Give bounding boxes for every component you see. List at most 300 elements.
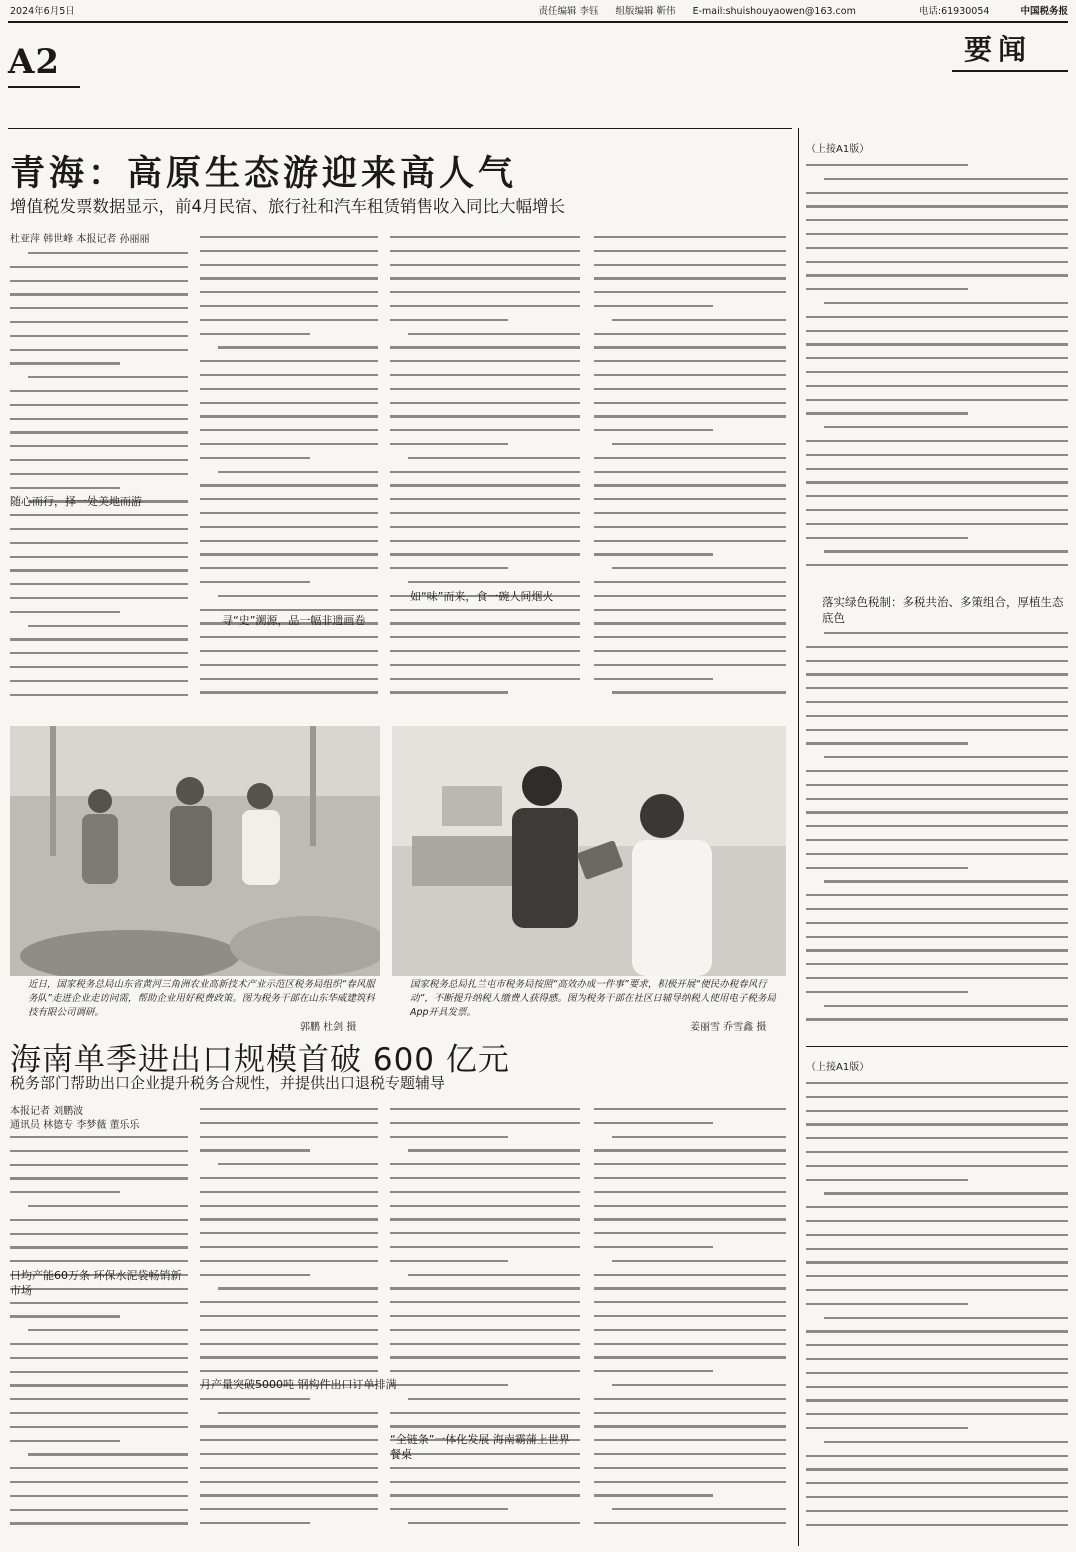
body-text-line xyxy=(10,1481,188,1483)
article-2-column-4 xyxy=(594,1108,786,1546)
body-text-line xyxy=(806,1261,1068,1263)
body-text-line xyxy=(594,1522,786,1524)
body-text-line xyxy=(390,471,580,473)
body-text-line xyxy=(612,1384,786,1386)
body-text-line xyxy=(806,1234,1068,1236)
body-text-line xyxy=(200,305,378,307)
body-text-line xyxy=(390,1191,580,1193)
body-text-line xyxy=(28,1453,188,1455)
body-text-line xyxy=(612,1136,786,1138)
page-number-rule xyxy=(8,86,80,88)
body-text-line xyxy=(594,512,786,514)
body-text-line xyxy=(594,498,786,500)
body-text-line xyxy=(806,1427,968,1429)
body-text-line xyxy=(408,1522,580,1524)
body-text-line xyxy=(390,1370,580,1372)
body-text-line xyxy=(390,1412,580,1414)
body-text-line xyxy=(806,1110,1068,1112)
body-text-line xyxy=(806,1018,1068,1020)
contact-email: E-mail:shuishouyaowen@163.com xyxy=(692,6,856,17)
body-text-line xyxy=(806,839,1068,841)
article-2-byline-1: 本报记者 刘鹏波 xyxy=(10,1106,84,1117)
body-text-line xyxy=(806,1248,1068,1250)
body-text-line xyxy=(594,609,786,611)
body-text-line xyxy=(806,219,1068,221)
body-text-line xyxy=(806,1358,1068,1360)
body-text-line xyxy=(806,316,1068,318)
body-text-line xyxy=(806,1399,1068,1401)
body-text-line xyxy=(390,512,580,514)
body-text-line xyxy=(594,678,713,680)
body-text-line xyxy=(200,1467,378,1469)
body-text-line xyxy=(390,443,508,445)
body-text-line xyxy=(594,333,786,335)
body-text-line xyxy=(806,991,968,993)
body-text-line xyxy=(200,526,378,528)
body-text-line xyxy=(612,443,786,445)
header-rule xyxy=(8,21,1068,23)
body-text-line xyxy=(200,319,378,321)
body-text-line xyxy=(10,293,188,295)
body-text-line xyxy=(594,1439,786,1441)
body-text-line xyxy=(806,853,1068,855)
body-text-line xyxy=(824,1317,1068,1319)
body-text-line xyxy=(594,415,786,417)
body-text-line xyxy=(200,567,378,569)
body-text-line xyxy=(10,266,188,268)
body-text-line xyxy=(612,1260,786,1262)
body-text-line xyxy=(200,443,378,445)
body-text-line xyxy=(806,908,1068,910)
body-text-line xyxy=(594,1232,786,1234)
body-text-line xyxy=(806,1372,1068,1374)
body-text-line xyxy=(806,1468,1068,1470)
masthead-info xyxy=(524,4,1068,20)
body-text-line xyxy=(806,646,1068,648)
body-text-line xyxy=(10,321,188,323)
body-text-line xyxy=(824,632,1068,634)
body-text-line xyxy=(594,388,786,390)
body-text-line xyxy=(594,250,786,252)
body-text-line xyxy=(390,567,508,569)
body-text-line xyxy=(594,291,786,293)
body-text-line xyxy=(200,609,378,611)
body-text-line xyxy=(28,252,188,254)
body-text-line xyxy=(390,1494,580,1496)
body-text-line xyxy=(200,360,378,362)
body-text-line xyxy=(594,1122,713,1124)
body-text-line xyxy=(594,277,786,279)
article-2-subhead-2: 月产量突破5000吨 钢构件出口订单排满 xyxy=(200,1378,397,1391)
body-text-line xyxy=(594,1108,786,1110)
photo-service-image xyxy=(392,726,786,976)
article-2-subhead-1: 日均产能60万条 环保水泥袋畅销新市场 xyxy=(10,1269,182,1297)
body-text-line xyxy=(10,1302,188,1304)
body-text-line xyxy=(806,1413,1068,1415)
body-text-line xyxy=(594,664,786,666)
body-text-line xyxy=(806,537,968,539)
body-text-line xyxy=(806,330,1068,332)
body-text-line xyxy=(390,1287,580,1289)
body-text-line xyxy=(390,1329,580,1331)
body-text-line xyxy=(390,1356,580,1358)
body-text-line xyxy=(10,1315,120,1317)
body-text-line xyxy=(594,1246,713,1248)
editor-credit: 责任编辑 李钰 xyxy=(538,6,599,17)
body-text-line xyxy=(594,1177,786,1179)
body-text-line xyxy=(824,756,1068,758)
body-text-line xyxy=(218,471,378,473)
body-text-line xyxy=(594,1494,713,1496)
body-text-line xyxy=(594,429,713,431)
body-text-line xyxy=(390,277,580,279)
body-text-line xyxy=(390,291,580,293)
body-text-line xyxy=(824,550,1068,552)
body-text-line xyxy=(200,1370,378,1372)
body-text-line xyxy=(806,343,1068,345)
body-text-line xyxy=(10,1412,188,1414)
body-text-line xyxy=(200,1177,378,1179)
body-text-line xyxy=(594,402,786,404)
photo-1-caption: 近日，国家税务总局山东省黄河三角洲农业高新技术产业示范区税务局组织“春风服务队”走进企业走访问需，帮助企业用好税费政策。图为税务干部在山东华威建筑科技有限公司调研。 xyxy=(28,979,375,1018)
body-text-line xyxy=(594,1149,786,1151)
body-text-line xyxy=(594,1218,786,1220)
body-text-line xyxy=(200,1301,378,1303)
article-1-column-3 xyxy=(390,236,580,714)
body-text-line xyxy=(390,1467,580,1469)
body-text-line xyxy=(390,305,580,307)
sidebar-divider xyxy=(798,128,799,1546)
body-text-line xyxy=(10,390,188,392)
body-text-line xyxy=(594,595,786,597)
body-text-line xyxy=(806,1303,968,1305)
body-text-line xyxy=(218,346,378,348)
body-text-line xyxy=(200,1453,378,1455)
photo-2-caption: 国家税务总局扎兰屯市税务局按照“高效办成一件事”要求，积极开展“便民办税春风行动”，不断提升纳税人缴费人获得感。图为税务干部在社区日辅导纳税人使用电子税务局App开具发票。 xyxy=(410,979,776,1018)
body-text-line xyxy=(594,1412,786,1414)
body-text-line xyxy=(806,742,968,744)
body-text-line xyxy=(390,609,580,611)
body-text-line xyxy=(200,1481,378,1483)
article-2-byline-2: 通讯员 林德专 李梦薇 董乐乐 xyxy=(10,1120,140,1131)
body-text-line xyxy=(10,459,188,461)
body-text-line xyxy=(390,664,580,666)
photo-factory-image xyxy=(10,726,380,976)
body-text-line xyxy=(594,1370,713,1372)
sidebar-subhead: 落实绿色税制：多税共治、多策组合，厚植生态底色 xyxy=(822,595,1064,625)
body-text-line xyxy=(390,526,580,528)
article-1-subtitle: 增值税发票数据显示，前4月民宿、旅行社和汽车租赁销售收入同比大幅增长 xyxy=(10,197,565,216)
body-text-line xyxy=(390,1260,508,1262)
body-text-line xyxy=(390,1246,580,1248)
body-text-line xyxy=(806,440,1068,442)
body-text-line xyxy=(390,622,580,624)
body-text-line xyxy=(806,825,1068,827)
page-number: A2 xyxy=(8,42,61,82)
body-text-line xyxy=(806,1206,1068,1208)
body-text-line xyxy=(806,1151,1068,1153)
body-text-line xyxy=(10,431,188,433)
body-text-line xyxy=(390,264,580,266)
body-text-line xyxy=(10,583,188,585)
body-text-line xyxy=(390,1108,580,1110)
photo-tax-officers-factory xyxy=(10,726,380,976)
body-text-line xyxy=(612,1508,786,1510)
body-text-line xyxy=(594,457,786,459)
body-text-line xyxy=(612,567,786,569)
body-text-line xyxy=(200,1232,378,1234)
body-text-line xyxy=(594,1425,786,1427)
body-text-line xyxy=(594,1343,786,1345)
body-text-line xyxy=(806,867,968,869)
body-text-line xyxy=(806,811,1068,813)
body-text-line xyxy=(408,333,580,335)
article-1-byline: 杜亚萍 韩世峰 本报记者 孙丽丽 xyxy=(10,234,150,245)
sidebar-column-3 xyxy=(806,1082,1068,1546)
article-1-column-4 xyxy=(594,236,786,714)
body-text-line xyxy=(806,963,1068,965)
body-text-line xyxy=(10,542,188,544)
sidebar-rule xyxy=(806,1046,1068,1047)
article-1-title: 青海：高原生态游迎来高人气 xyxy=(10,153,518,194)
body-text-line xyxy=(408,1398,580,1400)
body-text-line xyxy=(594,553,713,555)
body-text-line xyxy=(806,1165,1068,1167)
body-text-line xyxy=(806,205,1068,207)
body-text-line xyxy=(390,1343,580,1345)
body-text-line xyxy=(200,1522,310,1524)
body-text-line xyxy=(10,307,188,309)
body-text-line xyxy=(200,291,378,293)
body-text-line xyxy=(200,250,378,252)
body-text-line xyxy=(10,638,188,640)
body-text-line xyxy=(806,288,968,290)
body-text-line xyxy=(806,399,1068,401)
body-text-line xyxy=(806,454,1068,456)
body-text-line xyxy=(408,581,580,583)
body-text-line xyxy=(10,1191,120,1193)
issue-date: 2024年6月5日 xyxy=(10,6,75,17)
body-text-line xyxy=(390,553,580,555)
article-1-subhead-2: 寻“史”溯源，品一幅非遗画卷 xyxy=(222,614,366,627)
section-title: 要闻 xyxy=(964,33,1033,66)
body-text-line xyxy=(390,1384,508,1386)
body-text-line xyxy=(28,625,188,627)
body-text-line xyxy=(200,1246,378,1248)
body-text-line xyxy=(824,1005,1068,1007)
body-text-line xyxy=(806,701,1068,703)
body-text-line xyxy=(390,388,580,390)
body-text-line xyxy=(10,1467,188,1469)
body-text-line xyxy=(10,652,188,654)
body-text-line xyxy=(200,1191,378,1193)
body-text-line xyxy=(10,1371,188,1373)
body-text-line xyxy=(10,1219,188,1221)
body-text-line xyxy=(594,1191,786,1193)
body-text-line xyxy=(200,581,310,583)
photo-2-credit: 姜丽雪 乔雪鑫 摄 xyxy=(690,1022,767,1033)
body-text-line xyxy=(10,362,120,364)
article-2-title: 海南单季进出口规模首破 600 亿元 xyxy=(10,1042,510,1078)
body-text-line xyxy=(390,650,580,652)
body-text-line xyxy=(200,636,378,638)
body-text-line xyxy=(390,1177,580,1179)
body-text-line xyxy=(10,1384,188,1386)
body-text-line xyxy=(806,1455,1068,1457)
article-1-column-2 xyxy=(200,236,378,714)
body-text-line xyxy=(200,236,378,238)
body-text-line xyxy=(200,1122,378,1124)
body-text-line xyxy=(806,509,1068,511)
body-text-line xyxy=(200,1398,310,1400)
body-text-line xyxy=(806,1137,1068,1139)
body-text-line xyxy=(200,333,310,335)
body-text-line xyxy=(10,666,188,668)
body-text-line xyxy=(390,346,580,348)
sidebar-column-1 xyxy=(806,164,1068,584)
body-text-line xyxy=(200,1315,378,1317)
body-text-line xyxy=(594,471,786,473)
body-text-line xyxy=(806,894,1068,896)
body-text-line xyxy=(612,691,786,693)
body-text-line xyxy=(200,512,378,514)
body-text-line xyxy=(200,650,378,652)
body-text-line xyxy=(390,1136,508,1138)
body-text-line xyxy=(390,415,580,417)
body-text-line xyxy=(390,360,580,362)
body-text-line xyxy=(10,404,188,406)
body-text-line xyxy=(806,261,1068,263)
body-text-line xyxy=(594,484,786,486)
body-text-line xyxy=(200,553,378,555)
body-text-line xyxy=(10,445,188,447)
body-text-line xyxy=(594,346,786,348)
body-text-line xyxy=(200,540,378,542)
body-text-line xyxy=(806,1179,968,1181)
body-text-line xyxy=(806,770,1068,772)
body-text-line xyxy=(10,1136,188,1138)
body-text-line xyxy=(10,1357,188,1359)
body-text-line xyxy=(594,1467,786,1469)
body-text-line xyxy=(594,636,786,638)
body-text-line xyxy=(200,1494,378,1496)
body-text-line xyxy=(10,1426,188,1428)
body-text-line xyxy=(200,1356,378,1358)
photo-tax-service-hall xyxy=(392,726,786,976)
photo-1-credit: 郭鹏 杜剑 摄 xyxy=(300,1022,357,1033)
body-text-line xyxy=(218,1287,378,1289)
body-text-line xyxy=(408,1149,580,1151)
body-text-line xyxy=(390,1232,580,1234)
body-text-line xyxy=(390,636,580,638)
body-text-line xyxy=(806,784,1068,786)
body-text-line xyxy=(200,402,378,404)
body-text-line xyxy=(806,192,1068,194)
body-text-line xyxy=(200,264,378,266)
body-text-line xyxy=(824,880,1068,882)
body-text-line xyxy=(806,673,1068,675)
body-text-line xyxy=(594,264,786,266)
body-text-line xyxy=(390,691,508,693)
body-text-line xyxy=(390,319,508,321)
body-text-line xyxy=(806,715,1068,717)
body-text-line xyxy=(200,1329,378,1331)
body-text-line xyxy=(200,457,310,459)
body-text-line xyxy=(28,1205,188,1207)
body-text-line xyxy=(10,1233,188,1235)
body-text-line xyxy=(10,1150,188,1152)
sidebar-jump-bottom: （上接A1版） xyxy=(806,1062,870,1073)
body-text-line xyxy=(594,1481,786,1483)
body-text-line xyxy=(390,429,580,431)
body-text-line xyxy=(10,1509,188,1511)
top-rule xyxy=(8,128,792,129)
body-text-line xyxy=(806,1386,1068,1388)
sidebar-column-2 xyxy=(806,632,1068,1038)
body-text-line xyxy=(806,936,1068,938)
body-text-line xyxy=(806,274,1068,276)
body-text-line xyxy=(806,1344,1068,1346)
body-text-line xyxy=(28,376,188,378)
body-text-line xyxy=(390,498,580,500)
body-text-line xyxy=(10,694,188,696)
body-text-line xyxy=(200,415,378,417)
body-text-line xyxy=(806,1123,1068,1125)
body-text-line xyxy=(10,473,188,475)
body-text-line xyxy=(594,1274,786,1276)
body-text-line xyxy=(824,1192,1068,1194)
body-text-line xyxy=(10,487,120,489)
body-text-line xyxy=(806,922,1068,924)
body-text-line xyxy=(594,1329,786,1331)
body-text-line xyxy=(200,484,378,486)
body-text-line xyxy=(594,1301,786,1303)
body-text-line xyxy=(806,660,1068,662)
body-text-line xyxy=(806,481,1068,483)
article-1-subhead-1: 随心而行，择一处美地而游 xyxy=(10,495,142,508)
body-text-line xyxy=(408,1274,580,1276)
body-text-line xyxy=(10,280,188,282)
body-text-line xyxy=(10,1177,188,1179)
body-text-line xyxy=(594,526,786,528)
body-text-line xyxy=(10,528,188,530)
body-text-line xyxy=(200,388,378,390)
body-text-line xyxy=(594,1315,786,1317)
body-text-line xyxy=(218,595,378,597)
body-text-line xyxy=(408,457,580,459)
body-text-line xyxy=(200,277,378,279)
body-text-line xyxy=(806,564,1068,566)
body-text-line xyxy=(390,1122,580,1124)
article-2-subtitle: 税务部门帮助出口企业提升税务合规性，并提供出口退税专题辅导 xyxy=(10,1074,446,1092)
body-text-line xyxy=(824,1441,1068,1443)
body-text-line xyxy=(200,1205,378,1207)
body-text-line xyxy=(390,484,580,486)
body-text-line xyxy=(390,1163,580,1165)
body-text-line xyxy=(594,374,786,376)
body-text-line xyxy=(806,1220,1068,1222)
body-text-line xyxy=(594,1163,786,1165)
newspaper-name: 中国税务报 xyxy=(1020,6,1068,17)
body-text-line xyxy=(218,1163,378,1165)
body-text-line xyxy=(10,569,188,571)
body-text-line xyxy=(390,374,580,376)
body-text-line xyxy=(806,233,1068,235)
body-text-line xyxy=(200,1343,378,1345)
body-text-line xyxy=(594,360,786,362)
body-text-line xyxy=(612,319,786,321)
sidebar-jump-top: （上接A1版） xyxy=(806,144,870,155)
